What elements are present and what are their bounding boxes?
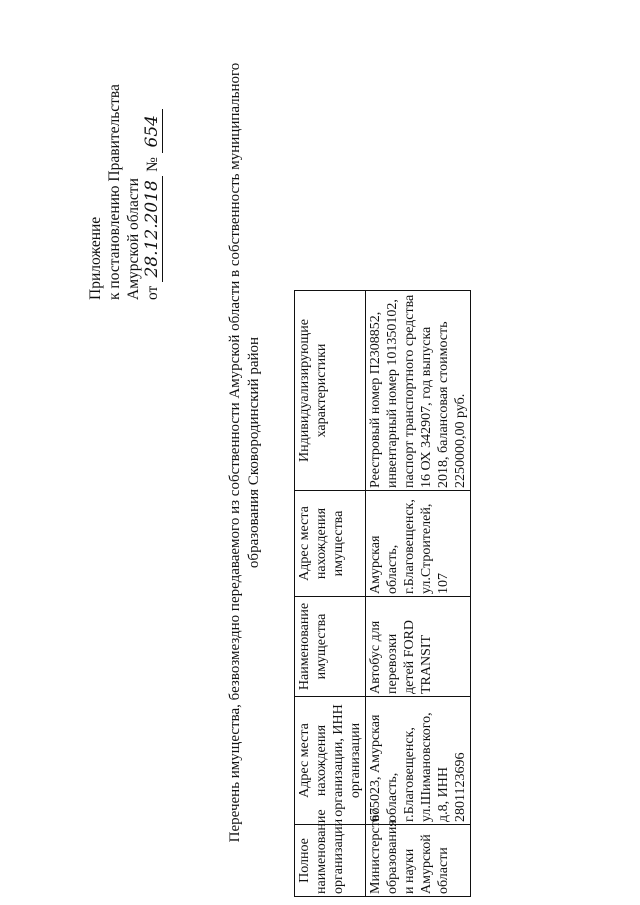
resolution-number: 654 — [143, 109, 163, 153]
header-property-name: Наименование имущества — [295, 597, 366, 697]
appendix-label: Приложение — [87, 216, 104, 300]
appendix-region: Амурской области — [125, 178, 142, 300]
cell-org-address: 675023, Амурская область, г.Благовещенск, ул.Шимановского, д.8, ИНН 2801123696 — [366, 697, 471, 825]
table-header-row — [295, 291, 366, 897]
header-org-address: Адрес места нахождения организации, ИНН организации — [295, 697, 366, 825]
appendix-date-line — [143, 10, 163, 300]
header-org-name: Полное наименование организации — [295, 825, 366, 897]
cell-property-name: Автобус для перевозки детей FORD TRANSIT — [366, 597, 471, 697]
cell-org-name: Министерство образования и науки Амурской области — [366, 825, 471, 897]
title-line-2: образования Сковородинский район — [246, 336, 262, 569]
header-characteristics: Индивидуализирующие характеристики — [295, 291, 366, 491]
appendix-resolution: к постановлению Правительства — [106, 84, 123, 300]
resolution-date: 28.12.2018 — [143, 176, 163, 282]
table-row — [366, 291, 471, 897]
title-line-1: Перечень имущества, безвозмездно передаваемого из собственности Амурской области в собственность муниципального — [227, 62, 243, 843]
number-prefix: № — [144, 157, 161, 172]
header-property-address: Адрес места нахождения имущества — [295, 491, 366, 597]
cell-property-address: Амурская область, г.Благовещенск, ул.Строителей, 107 — [366, 491, 471, 597]
cell-characteristics: Реестровый номер П2308852, инвентарный номер 101350102, паспорт транспортного средства 16 ОХ 342907, год выпуска 2018, балансовая стоимость 2250000,00 руб. — [366, 291, 471, 491]
property-table — [294, 290, 471, 897]
appendix-block — [86, 10, 163, 300]
document-title — [226, 0, 264, 905]
date-prefix: от — [144, 285, 161, 300]
